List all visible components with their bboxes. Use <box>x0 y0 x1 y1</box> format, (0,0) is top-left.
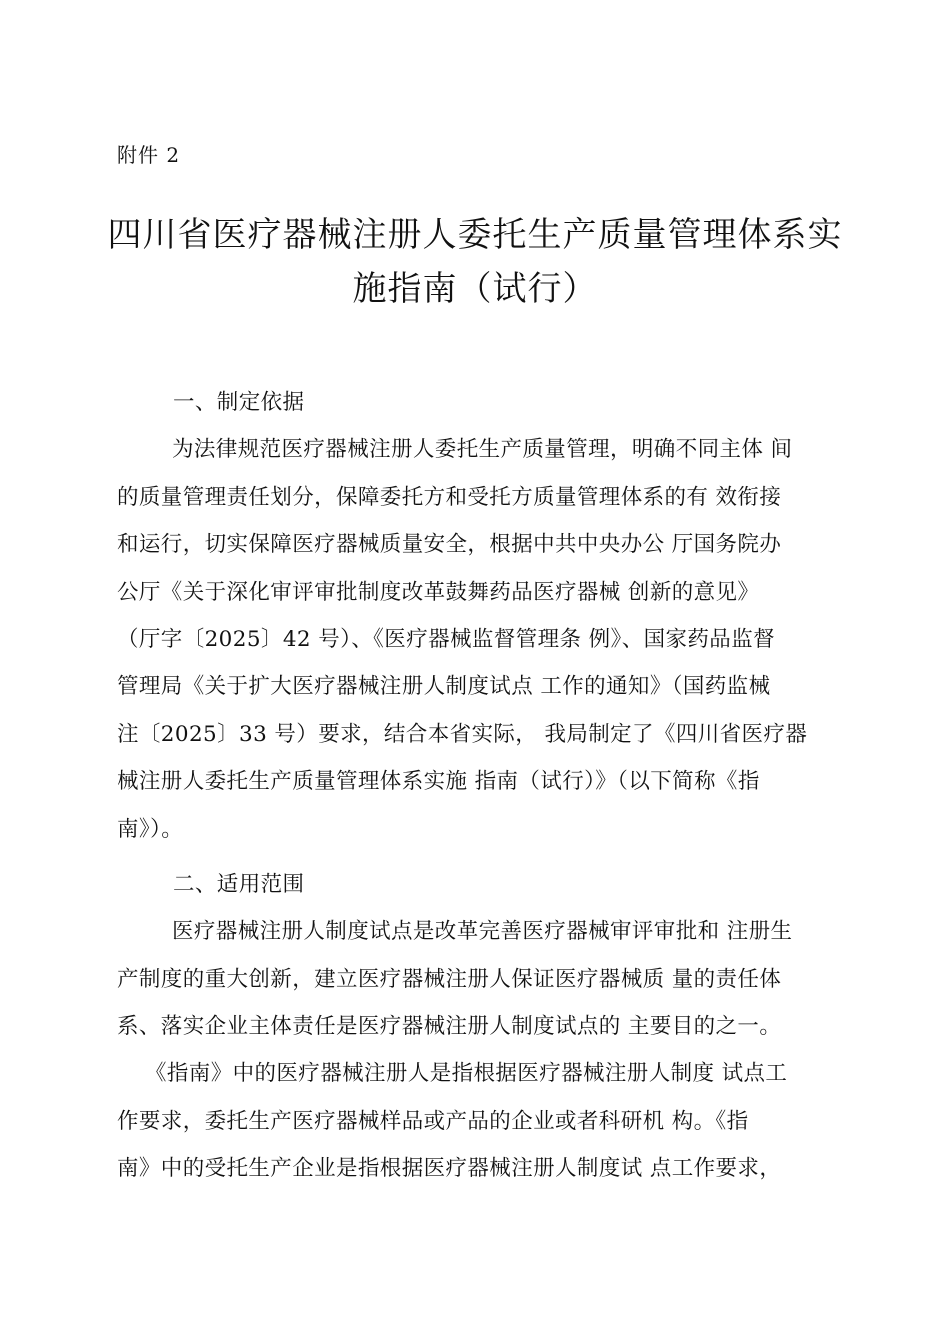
title-line: 四川省医疗器械注册人委托生产质量管理体系实 <box>107 215 843 255</box>
paragraph-line: 作要求，委托生产医疗器械样品或产品的企业或者科研机 构。《指 <box>117 1108 749 1134</box>
paragraph-line: 《指南》中的医疗器械注册人是指根据医疗器械注册人制度 试点工 <box>145 1061 788 1087</box>
paragraph-line: 注〔2025〕33 号）要求，结合本省实际， 我局制定了《四川省医疗器 <box>117 721 808 747</box>
paragraph-line: 南》）。 <box>117 816 184 842</box>
paragraph <box>117 426 843 853</box>
section-heading: 一、制定依据 <box>173 390 305 415</box>
document-title <box>100 208 850 316</box>
paragraph <box>117 908 843 1050</box>
paragraph <box>117 1050 843 1192</box>
section-heading: 二、适用范围 <box>173 871 305 897</box>
paragraph-line: 系、落实企业主体责任是医疗器械注册人制度试点的 主要目的之一。 <box>117 1014 782 1040</box>
paragraph-line: 的质量管理责任划分，保障委托方和受托方质量管理体系的有 效衔接 <box>117 484 782 510</box>
paragraph-line: 和运行，切实保障医疗器械质量安全，根据中共中央办公 厅国务院办 <box>117 532 782 558</box>
paragraph-line: 医疗器械注册人制度试点是改革完善医疗器械审评审批和 注册生 <box>172 919 793 945</box>
paragraph-line: 为法律规范医疗器械注册人委托生产质量管理，明确不同主体 间 <box>172 437 793 463</box>
paragraph-line: 管理局《关于扩大医疗器械注册人制度试点 工作的通知》（国药监械 <box>117 674 771 700</box>
title-line: 施指南（试行） <box>352 269 598 309</box>
paragraph-line: 南》中的受托生产企业是指根据医疗器械注册人制度试 点工作要求， <box>117 1156 782 1182</box>
paragraph-line: 械注册人委托生产质量管理体系实施 指南（试行）》（以下简称《指 <box>117 769 760 795</box>
paragraph-line: 公厅《关于深化审评审批制度改革鼓舞药品医疗器械 创新的意见》 <box>117 579 760 605</box>
paragraph-line: 产制度的重大创新，建立医疗器械注册人保证医疗器械质 量的责任体 <box>117 966 782 992</box>
document-body <box>117 379 843 1193</box>
attachment-label: 附件 2 <box>117 143 181 167</box>
paragraph-line: （厅字〔2025〕42 号）、《医疗器械监督管理条 例》、国家药品监督 <box>117 626 775 652</box>
